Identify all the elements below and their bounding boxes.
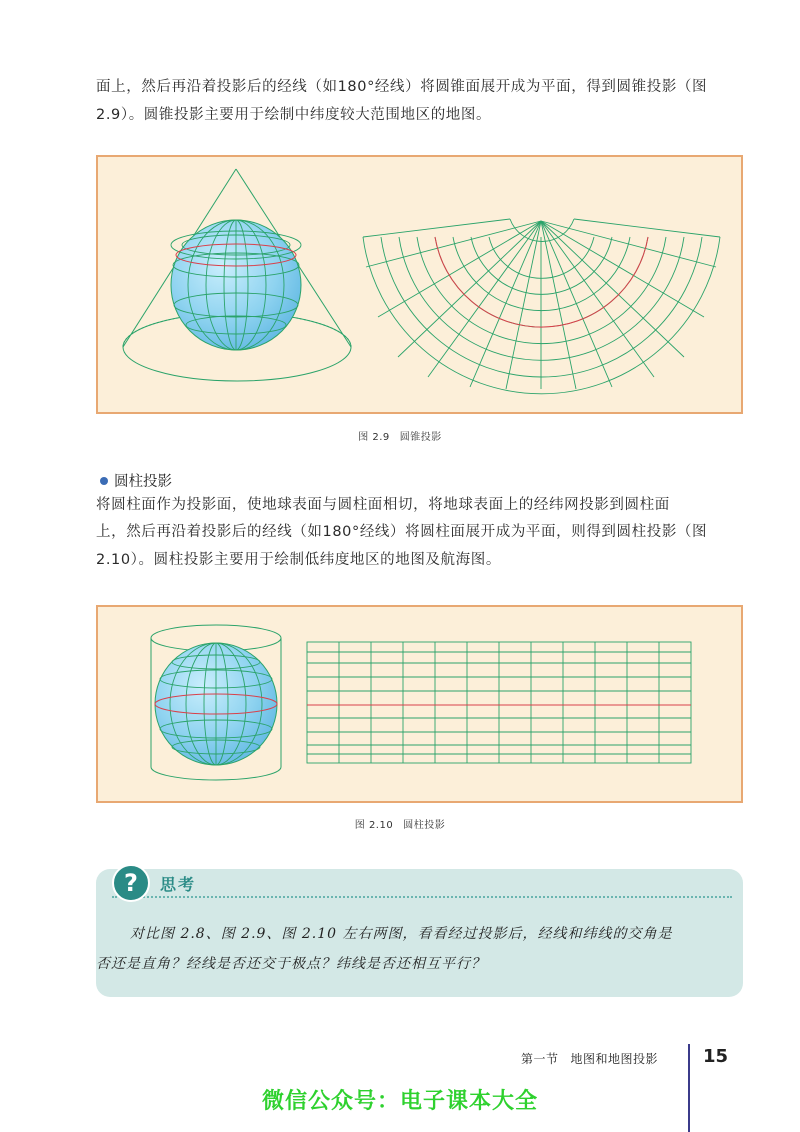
figure-caption bbox=[0, 816, 800, 831]
cylindrical-projection-illustration bbox=[98, 607, 745, 805]
footer-chapter-title: 地图和地图投影 bbox=[570, 1052, 659, 1066]
think-title: 思考 bbox=[160, 875, 197, 894]
figure-caption bbox=[0, 428, 800, 443]
watermark: 微信公众号：电子课本大全 bbox=[261, 1089, 538, 1114]
think-question-line: 否还是直角？经线是否还交于极点？纬线是否还相互平行？ bbox=[96, 956, 486, 972]
figure-number: 图 2.10 bbox=[354, 820, 394, 831]
svg-text:?: ? bbox=[124, 869, 138, 897]
bullet-dot-icon bbox=[100, 477, 108, 485]
footer-section: 第一节 bbox=[521, 1052, 559, 1066]
conic-fan-grid bbox=[363, 219, 720, 394]
paragraph-line: 将圆柱面作为投影面，使地球表面与圆柱面相切，将地球表面上的经纬网投影到圆柱面 bbox=[96, 497, 670, 513]
question-mark-icon bbox=[111, 863, 151, 903]
globe-drawing bbox=[155, 643, 277, 765]
figure-cylindrical-projection bbox=[96, 605, 743, 803]
paragraph-line: 2.9）。圆锥投影主要用于绘制中纬度较大范围地区的地图。 bbox=[96, 107, 492, 123]
footer-chapter bbox=[521, 1050, 670, 1067]
paragraph-line: 面上，然后再沿着投影后的经线（如180°经线）将圆锥面展开成为平面，得到圆锥投影（图 bbox=[96, 79, 708, 95]
figure-conic-projection bbox=[96, 155, 743, 414]
think-question-line: 对比图 2.8、图 2.9、图 2.10 左右两图，看看经过投影后，经线和纬线的交角是 bbox=[130, 926, 673, 942]
standard-parallel-line bbox=[435, 237, 648, 327]
figure-number: 图 2.9 bbox=[358, 432, 390, 443]
paragraph-line: 上，然后再沿着投影后的经线（如180°经线）将圆柱面展开成为平面，则得到圆柱投影（图 bbox=[96, 524, 708, 540]
cylindrical-grid bbox=[307, 642, 691, 763]
paragraph-line: 2.10）。圆柱投影主要用于绘制低纬度地区的地图及航海图。 bbox=[96, 552, 501, 568]
figure-title: 圆锥投影 bbox=[399, 432, 442, 443]
section-heading-text: 圆柱投影 bbox=[114, 474, 172, 490]
figure-title: 圆柱投影 bbox=[403, 820, 446, 831]
think-divider bbox=[112, 896, 732, 898]
page-number: 15 bbox=[703, 1046, 729, 1067]
globe-drawing bbox=[171, 220, 301, 350]
section-heading bbox=[100, 470, 172, 491]
conic-projection-illustration bbox=[98, 157, 745, 416]
